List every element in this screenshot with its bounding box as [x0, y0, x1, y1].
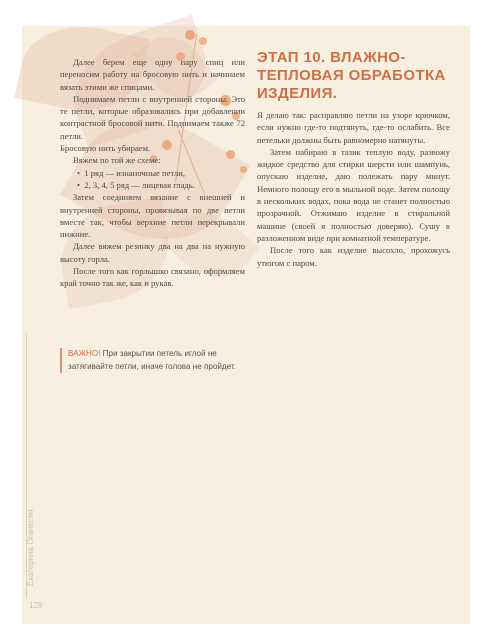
paragraph: Поднимаем петли с внутренней стороны. Это те петли, которые образовались при добавлении контрастной бросовой нити. Поднимаем также 72 петли. — [60, 93, 245, 141]
list-item: • 1 ряд — изнаночные петли, — [77, 167, 245, 179]
paragraph: Затем соединяем вязание с внешней и внутренней стороны, провязывая по две петли вместе так, чтобы верхние петли перекрывали нижние. — [60, 192, 245, 240]
paragraph: Вяжем по той же схеме: — [73, 155, 161, 166]
section-heading: ЭТАП 10. ВЛАЖНО-ТЕПЛОВАЯ ОБРАБОТКА ИЗДЕЛИЯ. — [257, 49, 446, 102]
important-note — [60, 348, 258, 373]
paragraph: После того как изделие высохло, прохожусь утюгом с паром. — [257, 245, 450, 268]
paragraph: Далее берем еще одну пару спиц или переносим работу на бросовую нить и начинаем вязать этими же спицами. — [60, 57, 245, 92]
left-text-column — [60, 56, 245, 290]
note-label: ВАЖНО! — [68, 349, 101, 358]
berry-decoration — [185, 30, 195, 40]
paragraph: Затем набираю в тазик теплую воду, развожу жидкое средство для стирки шерсти или шампунь, опускаю изделие, даю полежать пару минут. Немного полощу его в мыльной воде. Затем полощу в нескольких водах, пока вода не станет полностью прозрачной. Отжимаю изделие в стиральной машине (своей я полностью доверяю). Сушу в разложенном виде при комнатной температуре. — [257, 146, 450, 243]
page-number: 128 — [29, 601, 43, 610]
paragraph: Далее вяжем резинку два на два на нужную высоту горла. — [60, 241, 245, 264]
note-text: При закрытии петель иглой не затягивайте петли, иначе голова не пройдет. — [68, 349, 236, 371]
list-item: • 2, 3, 4, 5 ряд — лицевая гладь. — [77, 179, 245, 191]
paragraph: Я делаю так: расправляю петли на узоре крючком, если нужно где-то подтянуть, где-то ослабить. Все петельки должны быть равномерно натянуты. — [257, 110, 450, 145]
paragraph: После того как горлышко связано, оформляем край точно так же, как и рукав. — [60, 266, 245, 289]
paragraph: Бросовую нить убираем. — [60, 143, 151, 154]
author-name: Екатерина Оганесян — [26, 509, 35, 586]
bullet-list — [60, 167, 245, 192]
berry-decoration — [199, 37, 207, 45]
right-text-column — [257, 49, 450, 269]
